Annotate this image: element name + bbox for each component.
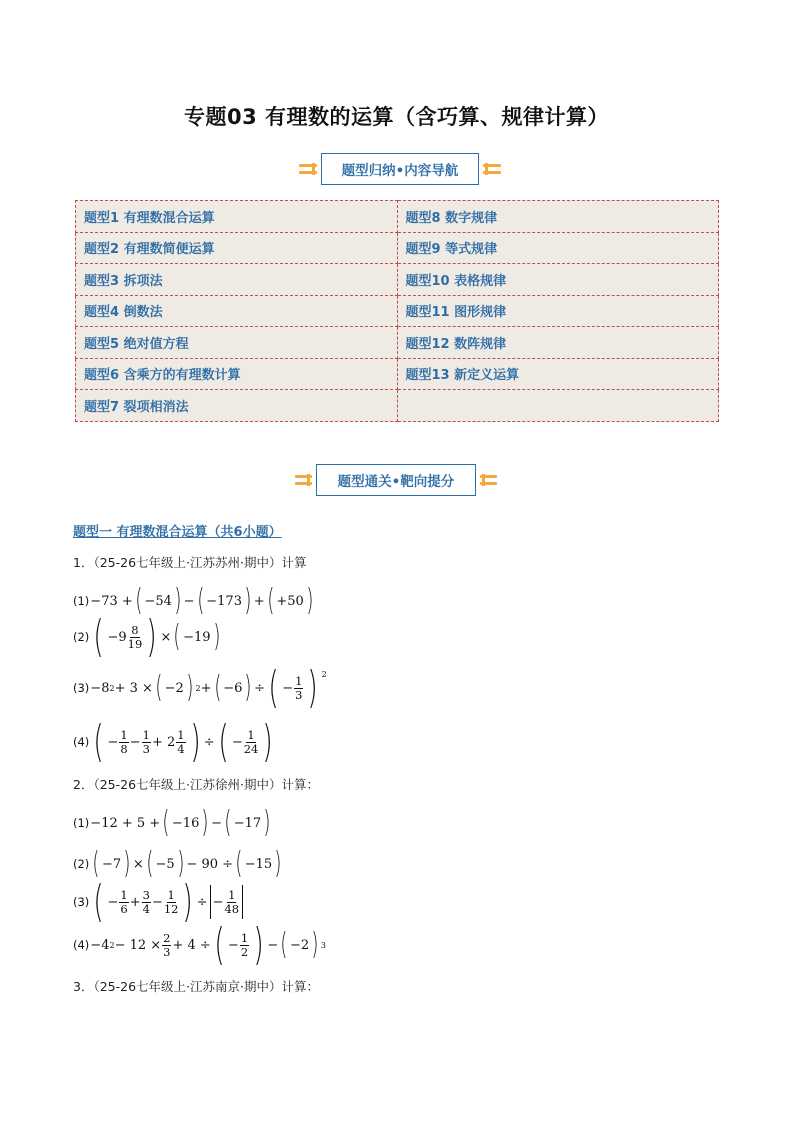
nav-row <box>76 264 719 296</box>
expression-2-2: (2) ( −7 ) × ( −5 ) − 90 ÷ ( −15 ) <box>73 846 282 881</box>
decoration-icon <box>483 163 501 175</box>
nav-row <box>76 358 719 390</box>
question-source: （25-26七年级上·江苏徐州·期中）计算： <box>93 777 319 792</box>
item-label: (3) <box>73 895 90 909</box>
nav-link[interactable]: 题型5 绝对值方程 <box>76 327 398 359</box>
decoration-icon <box>299 163 317 175</box>
nav-row <box>76 295 719 327</box>
content-nav-table <box>75 200 719 422</box>
expression-1-4: (4) ( − $\frac{1}{8}$ − $\frac{1}{3}$ + 2 $\frac{1}{4}$ ) ÷ ( − $\frac{1}{24}$ ) <box>73 716 274 767</box>
nav-link <box>397 390 719 422</box>
nav-link[interactable]: 题型10 表格规律 <box>397 264 719 296</box>
banner-content-nav <box>295 151 505 187</box>
question-number: 1． <box>73 555 94 570</box>
nav-link[interactable]: 题型13 新定义运算 <box>397 358 719 390</box>
page-title: 专题03 有理数的运算（含巧算、规律计算） <box>183 105 610 129</box>
nav-link[interactable]: 题型4 倒数法 <box>76 295 398 327</box>
item-label: (3) <box>73 681 90 695</box>
section-title[interactable]: 题型一 有理数混合运算（共6小题） <box>73 525 282 540</box>
expression-2-4: (4) −4 2 − 12 × $\frac{2}{3}$ + 4 ÷ ( − $\frac{1}{2}$ ) − ( −2 ) 3 <box>73 919 326 970</box>
expression-1-3: (3) −8 2 + 3 × ( −2 ) 2 + ( −6 ) ÷ ( − $\frac{1}{3}$ ) $^2$ <box>73 662 327 713</box>
nav-link[interactable]: 题型8 数字规律 <box>397 201 719 233</box>
nav-link[interactable]: 题型6 含乘方的有理数计算 <box>76 358 398 390</box>
question-1 <box>73 553 306 571</box>
banner-practice <box>291 462 501 498</box>
expression-1-1: (1) −73 + ( −54 ) − ( −173 ) + ( +50 ) <box>73 583 314 618</box>
nav-row <box>76 232 719 264</box>
expression-1-2: (2) ( −9 $\frac{8}{19}$ ) × ( −19 ) <box>73 611 220 662</box>
item-label: (1) <box>73 816 90 830</box>
nav-link[interactable]: 题型1 有理数混合运算 <box>76 201 398 233</box>
nav-link[interactable]: 题型7 裂项相消法 <box>76 390 398 422</box>
item-label: (2) <box>73 857 90 871</box>
banner-label: 题型通关•靶向提分 <box>316 464 476 496</box>
nav-link[interactable]: 题型9 等式规律 <box>397 232 719 264</box>
question-source: （25-26七年级上·江苏苏州·期中）计算 <box>93 555 307 570</box>
question-number: 2． <box>73 777 94 792</box>
question-2 <box>73 775 319 793</box>
nav-link[interactable]: 题型12 数阵规律 <box>397 327 719 359</box>
nav-row <box>76 390 719 422</box>
item-label: (2) <box>73 630 90 644</box>
decoration-icon <box>480 474 497 486</box>
decoration-icon <box>295 474 312 486</box>
expression-2-3: (3) ( − $\frac{1}{6}$ + $\frac{3}{4}$ − $\frac{1}{12}$ ) ÷ − $\frac{1}{48}$ <box>73 885 245 919</box>
item-label: (1) <box>73 594 90 608</box>
item-label: (4) <box>73 735 90 749</box>
expression-2-1: (1) −12 + 5 + ( −16 ) − ( −17 ) <box>73 805 271 840</box>
question-number: 3． <box>73 979 94 994</box>
question-3 <box>73 977 319 995</box>
question-source: （25-26七年级上·江苏南京·期中）计算： <box>93 979 319 994</box>
banner-label: 题型归纳•内容导航 <box>321 153 480 185</box>
nav-link[interactable]: 题型2 有理数简便运算 <box>76 232 398 264</box>
nav-link[interactable]: 题型3 拆项法 <box>76 264 398 296</box>
nav-link[interactable]: 题型11 图形规律 <box>397 295 719 327</box>
nav-row <box>76 201 719 233</box>
nav-row <box>76 327 719 359</box>
item-label: (4) <box>73 938 90 952</box>
